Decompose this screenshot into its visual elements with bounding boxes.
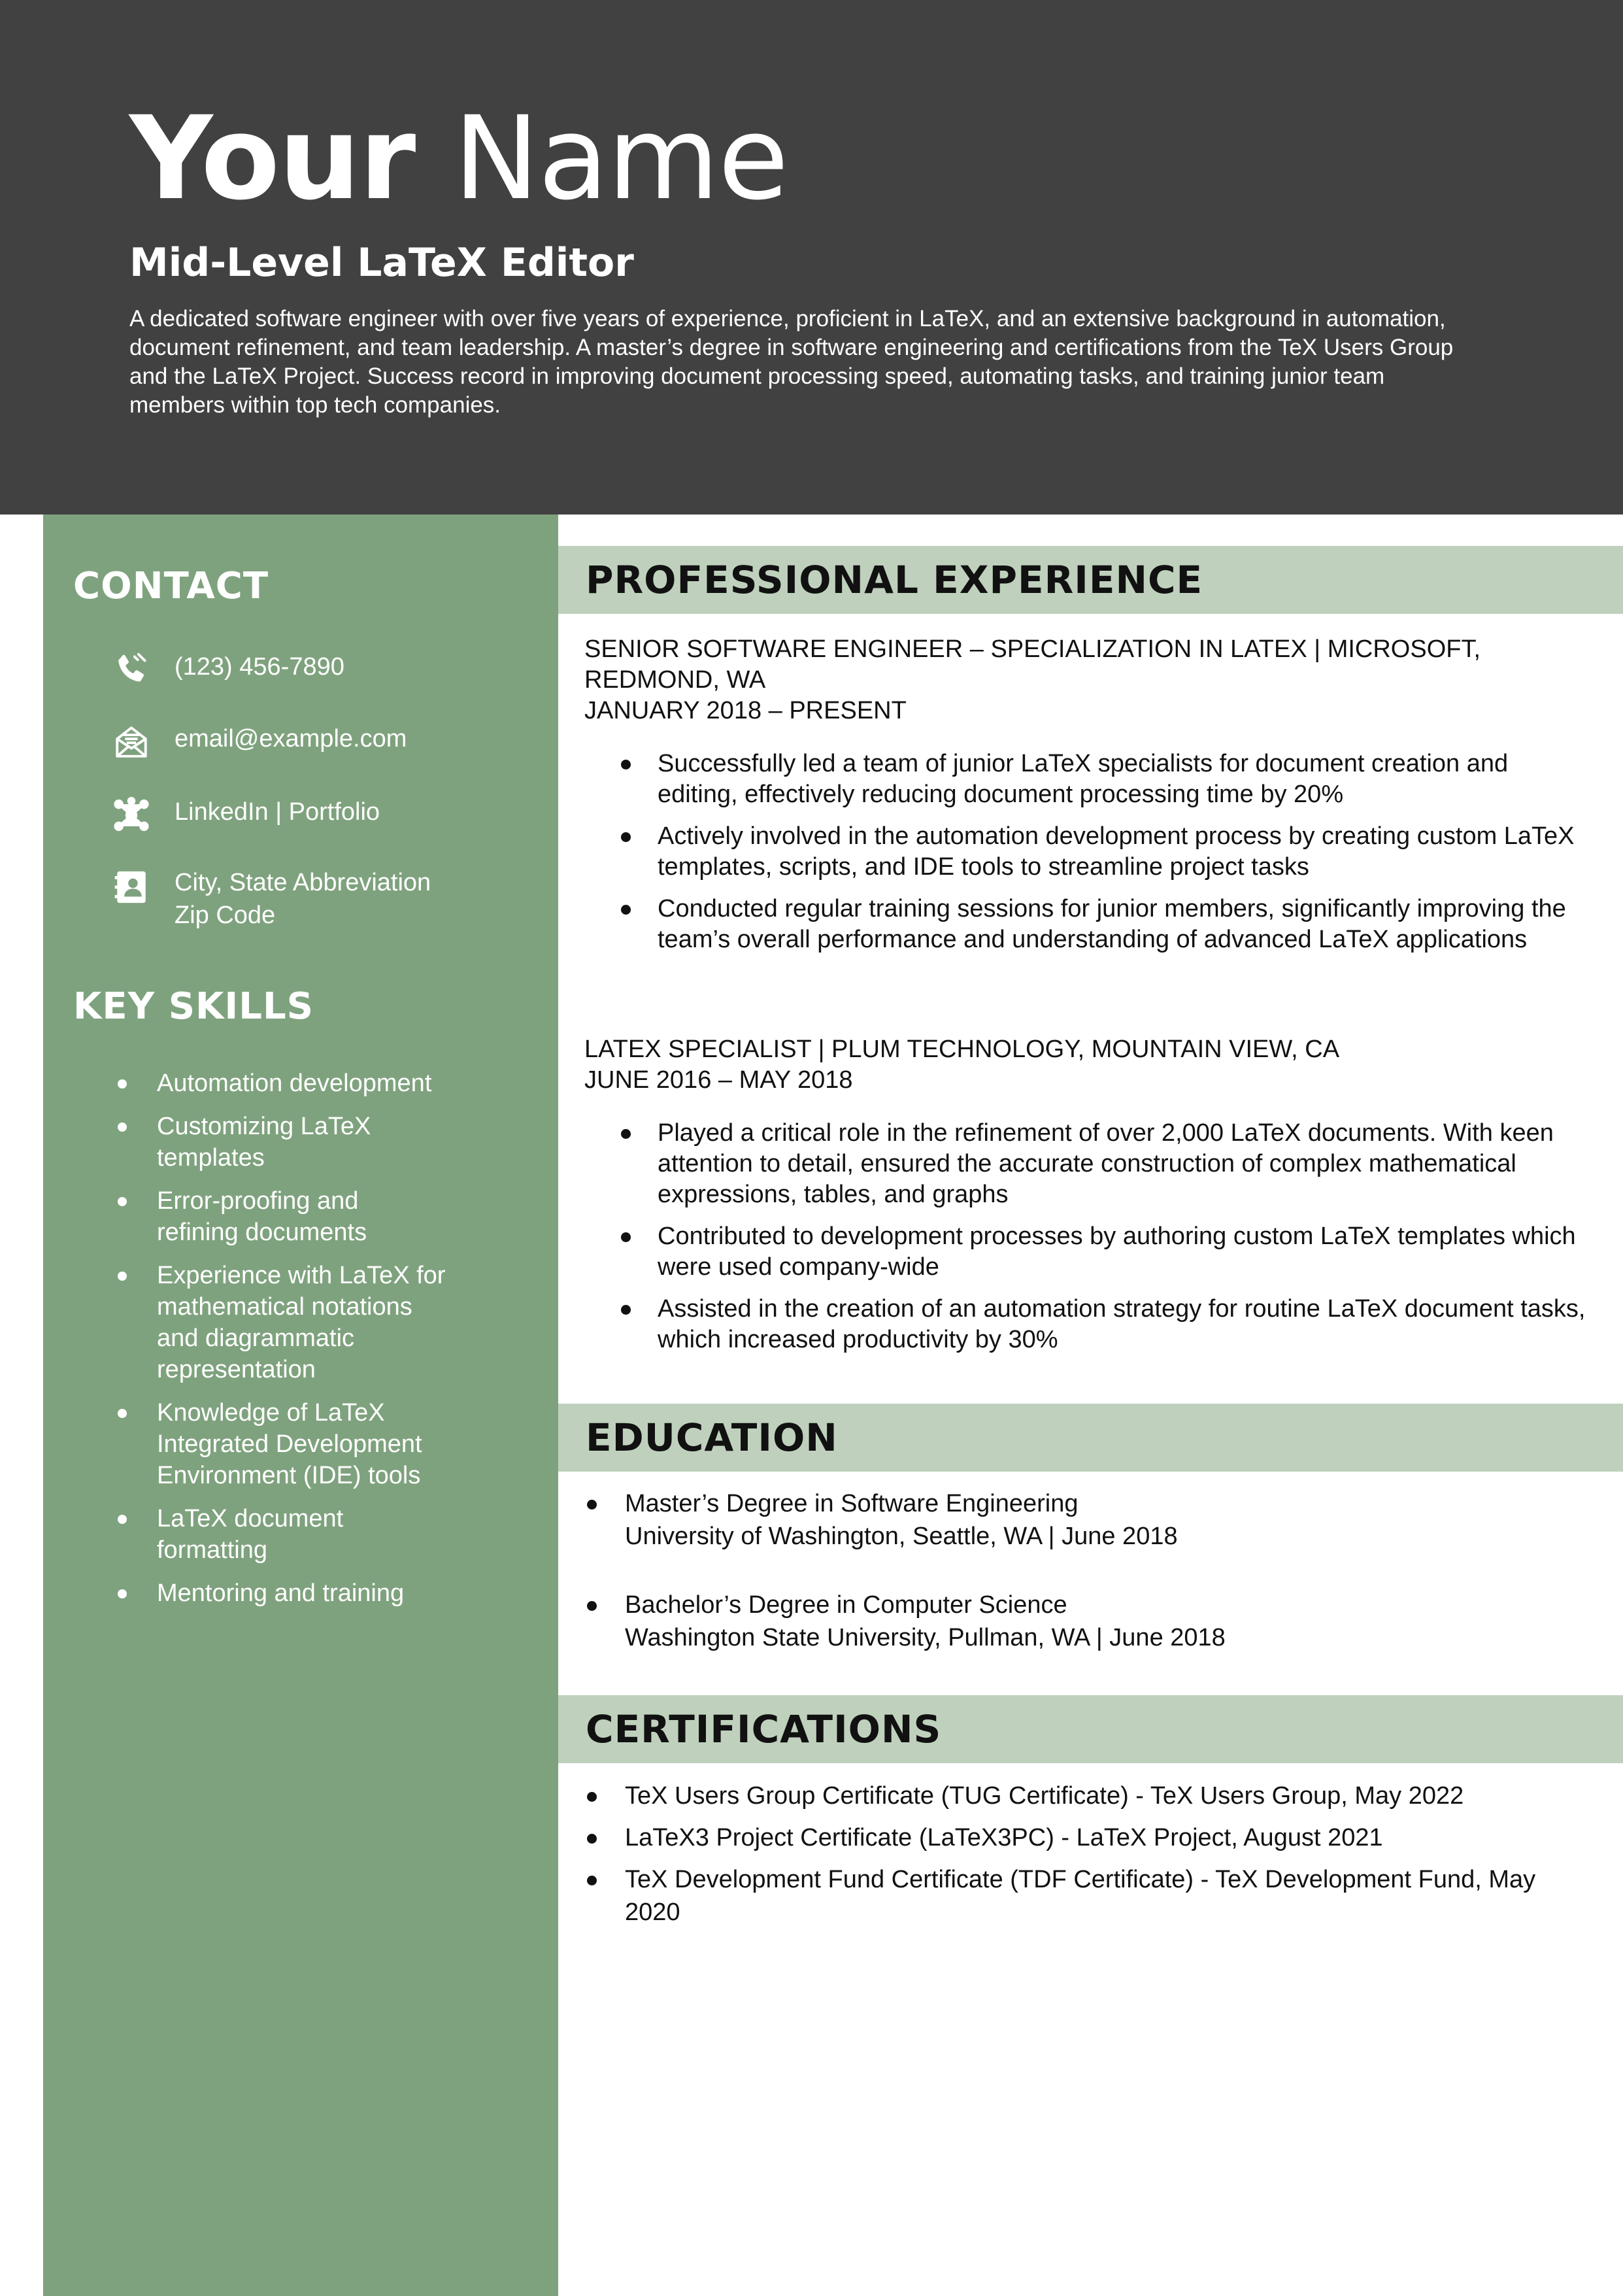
skill-item: Experience with LaTeX for mathematical notations and diagrammatic representation: [82, 1260, 458, 1385]
envelope-icon: [112, 722, 151, 762]
job-bullet: Contributed to development processes by authoring custom LaTeX templates which were used company-wide: [584, 1221, 1591, 1283]
candidate-name: [129, 90, 788, 228]
address-book-icon: [112, 868, 151, 907]
contact-address: [112, 866, 530, 932]
contact-email: [112, 722, 530, 762]
key-skills-heading: KEY SKILLS: [73, 985, 314, 1028]
address-city-state: City, State Abbreviation: [175, 869, 431, 896]
experience-section-bar: [558, 546, 1623, 614]
job-bullet: Conducted regular training sessions for junior members, significantly improving the team’s overall performance and understanding of advanced LaTeX applications: [584, 894, 1591, 955]
education-section-bar: [558, 1404, 1623, 1472]
professional-summary: A dedicated software engineer with over five years of experience, proficient in LaTeX, and an extensive background in automation, document refinement, and team leadership. A master’s degree in software engineering and certifications from the TeX Users Group and the LaTeX Project. Success record in improving document processing speed, automating tasks, and training junior team members within top tech companies.: [129, 306, 1454, 418]
job-bullets: [584, 749, 1591, 955]
key-skills-list: [82, 1068, 540, 1621]
education-item: [584, 1589, 1591, 1654]
address-zip: Zip Code: [175, 902, 276, 929]
skill-item: Mentoring and training: [82, 1578, 540, 1609]
certifications-heading: CERTIFICATIONS: [586, 1707, 942, 1751]
address-text: [175, 866, 431, 932]
job-bullets: [584, 1118, 1591, 1355]
linkedin-portfolio-links[interactable]: LinkedIn | Portfolio: [175, 798, 380, 826]
phone-number[interactable]: (123) 456-7890: [175, 653, 344, 681]
contact-heading: CONTACT: [73, 565, 269, 607]
skill-item: Automation development: [82, 1068, 540, 1099]
contact-phone: [112, 650, 530, 690]
education-item: [584, 1487, 1591, 1553]
job-dates: JANUARY 2018 – PRESENT: [584, 697, 907, 724]
job-bullet: Assisted in the creation of an automation strategy for routine LaTeX document tasks, which increased productivity by 30%: [584, 1294, 1591, 1355]
education-heading: EDUCATION: [586, 1415, 838, 1460]
network-icon: [112, 796, 151, 835]
school-details: University of Washington, Seattle, WA | June 2018: [625, 1523, 1178, 1550]
certifications-list: [584, 1780, 1591, 1938]
skill-item: LaTeX document formatting: [82, 1503, 405, 1566]
skill-item: Knowledge of LaTeX Integrated Development Environment (IDE) tools: [82, 1397, 471, 1491]
resume-header: [0, 0, 1623, 515]
contact-links: [112, 796, 530, 835]
phone-icon: [112, 650, 151, 690]
job-entry-2: [584, 1034, 1591, 1366]
job-title: Mid-Level LaTeX Editor: [129, 240, 634, 286]
experience-heading: PROFESSIONAL EXPERIENCE: [586, 558, 1203, 602]
school-details: Washington State University, Pullman, WA | June 2018: [625, 1624, 1226, 1651]
job-entry-1: [584, 634, 1591, 966]
degree-name: Master’s Degree in Software Engineering: [625, 1490, 1079, 1517]
job-bullet: Successfully led a team of junior LaTeX specialists for document creation and editing, effectively reducing document processing time by 20%: [584, 749, 1591, 810]
sidebar: [43, 515, 558, 2296]
certification-item: TeX Users Group Certificate (TUG Certificate) - TeX Users Group, May 2022: [584, 1780, 1591, 1812]
skill-item: Error-proofing and refining documents: [82, 1185, 418, 1248]
certification-item: TeX Development Fund Certificate (TDF Certificate) - TeX Development Fund, May 2020: [584, 1863, 1591, 1929]
certification-item: LaTeX3 Project Certificate (LaTeX3PC) - LaTeX Project, August 2021: [584, 1821, 1591, 1854]
last-name: Name: [453, 92, 788, 226]
job-title-company: LATEX SPECIALIST | PLUM TECHNOLOGY, MOUNTAIN VIEW, CA: [584, 1036, 1340, 1063]
job-bullet: Actively involved in the automation development process by creating custom LaTeX templates, scripts, and IDE tools to streamline project tasks: [584, 821, 1591, 883]
job-bullet: Played a critical role in the refinement of over 2,000 LaTeX documents. With keen attention to detail, ensured the accurate construction of complex mathematical expressions, tables, and graphs: [584, 1118, 1591, 1210]
certifications-section-bar: [558, 1695, 1623, 1763]
first-name: Your: [129, 92, 415, 226]
degree-name: Bachelor’s Degree in Computer Science: [625, 1591, 1067, 1619]
job-title-company: SENIOR SOFTWARE ENGINEER – SPECIALIZATION IN LATEX | MICROSOFT, REDMOND, WA: [584, 635, 1481, 694]
education-list: [584, 1487, 1591, 1690]
job-dates: JUNE 2016 – MAY 2018: [584, 1066, 853, 1094]
email-address[interactable]: email@example.com: [175, 725, 407, 752]
skill-item: Customizing LaTeX templates: [82, 1111, 412, 1173]
